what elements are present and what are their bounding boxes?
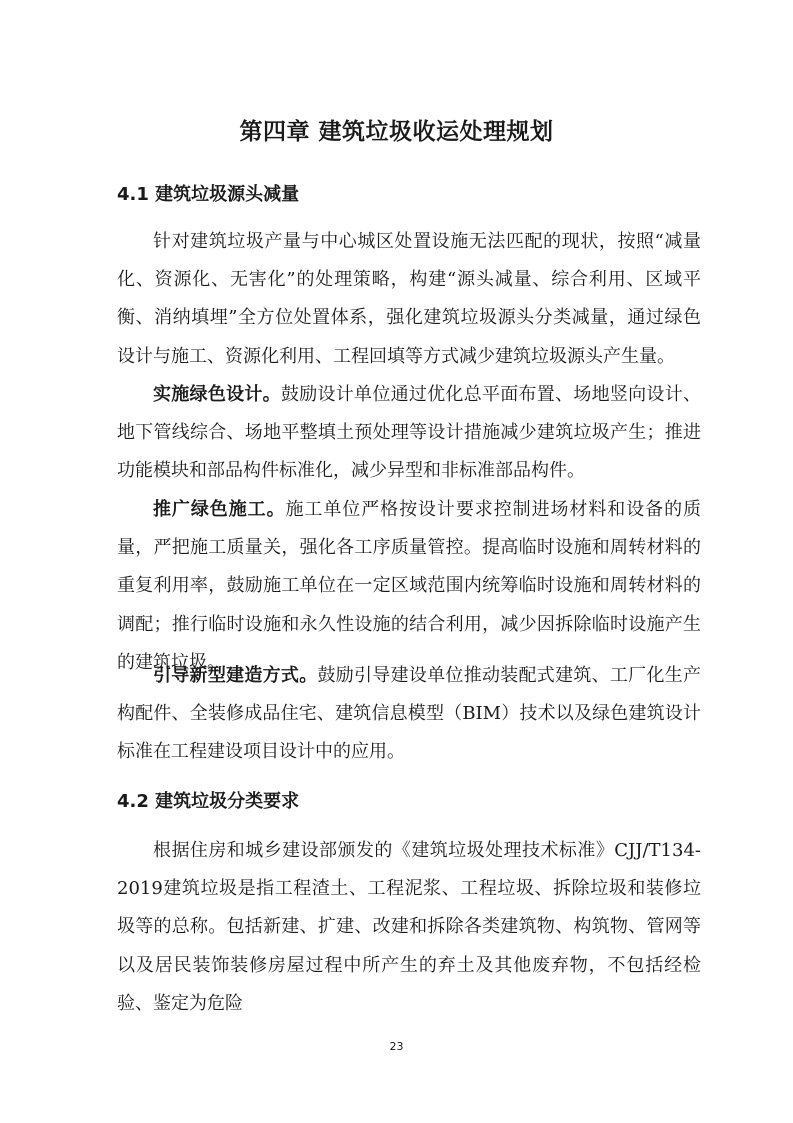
lead-green-design: 实施绿色设计。	[153, 384, 281, 405]
paragraph-new-construction	[117, 657, 701, 772]
lead-green-construction: 推广绿色施工。	[153, 499, 286, 520]
body-green-construction: 施工单位严格按设计要求控制进场材料和设备的质量，严把施工质量关，强化各工序质量管控。提高临时设施和周转材料的重复利用率，鼓励施工单位在一定区域范围内统筹临时设施和周转材料的调配；推行临时设施和永久性设施的结合利用，减少因拆除临时设施产生的建筑垃圾。	[117, 499, 701, 673]
chapter-title: 第四章 建筑垃圾收运处理规划	[239, 119, 554, 145]
section-heading-4-1: 4.1 建筑垃圾源头减量	[117, 184, 300, 205]
page-number: 23	[389, 1040, 404, 1053]
lead-new-construction: 引导新型建造方式。	[153, 665, 318, 686]
paragraph-green-construction	[117, 491, 701, 682]
section-heading-4-2: 4.2 建筑垃圾分类要求	[117, 791, 300, 812]
paragraph-green-design	[117, 376, 701, 491]
body-new-construction: 鼓励引导建设单位推动装配式建筑、工厂化生产构配件、全装修成品住宅、建筑信息模型（BIM）技术以及绿色建筑设计标准在工程建设项目设计中的应用。	[117, 665, 701, 763]
paragraph-classification-intro: 根据住房和城乡建设部颁发的《建筑垃圾处理技术标准》CJJ/T134-2019建筑垃圾是指工程渣土、工程泥浆、工程垃圾、拆除垃圾和装修垃圾等的总称。包括新建、扩建、改建和拆除各类建筑物、构筑物、管网等以及居民装饰装修房屋过程中所产生的弃土及其他废弃物，不包括经检验、鉴定为危险	[117, 840, 701, 1014]
body-green-design: 鼓励设计单位通过优化总平面布置、场地竖向设计、地下管线综合、场地平整填土预处理等设计措施减少建筑垃圾产生；推进功能模块和部品构件标准化，减少异型和非标准部品构件。	[117, 384, 702, 482]
paragraph-source-reduction-intro: 针对建筑垃圾产量与中心城区处置设施无法匹配的现状，按照“减量化、资源化、无害化”的处理策略，构建“源头减量、综合利用、区域平衡、消纳填埋”全方位处置体系，强化建筑垃圾源头分类减量，通过绿色设计与施工、资源化利用、工程回填等方式减少建筑垃圾源头产生量。	[117, 231, 701, 367]
